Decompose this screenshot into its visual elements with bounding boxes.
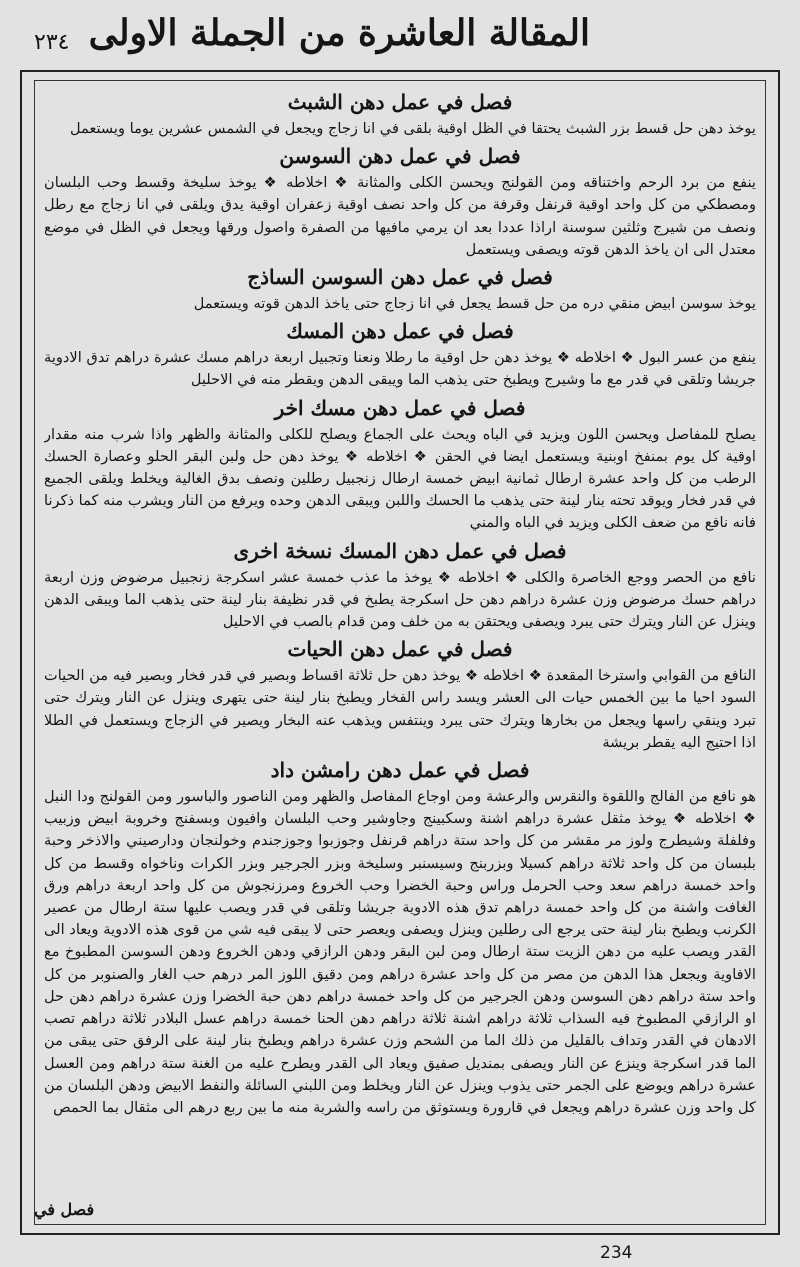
page-header	[20, 8, 780, 70]
section-snake-oil	[44, 635, 756, 754]
section-heading: فصل في عمل دهن رامشن داد	[270, 758, 530, 783]
section-musk-oil-other	[44, 394, 756, 535]
section-heading: فصل في عمل دهن الشبث	[287, 90, 513, 114]
section-heading: فصل في عمل دهن السوسن الساذج	[247, 265, 553, 290]
section-heading: فصل في عمل دهن الحيات	[287, 637, 513, 662]
section-text: يوخذ دهن حل قسط بزر الشبث يحتقا في الظل اوقية بلقى في انا زجاج ويجعل في الشمس عشرين يوما ويستعمل	[69, 120, 756, 137]
catchword: فصل في	[34, 1200, 95, 1219]
section-musk-oil	[44, 317, 756, 391]
footer-page-number: 234	[600, 1243, 633, 1263]
section-text: النافع من القوابي واسترخا المقعدة ❖ اخلاطه ❖ يوخذ دهن حل ثلاثة اقساط وبصير في قدر فخار وبصير فيه من الحيات السود احيا ما بين الخمس حيات الى العشر ويسد راس الفخار ويطبخ بنار لينة حتى يتهرى وينزل عن النار ويترك حتى تبرد وينقي راسها ويجعل من بخارها ويترك حتى يبرد وينتفس ويذهب عنه البخار ويصير في الزجاج ويستعمل في الطلا اذا احتيج اليه يقطر بريشة	[44, 667, 756, 751]
text-body	[44, 86, 756, 1196]
header-page-number: ۲۳٤	[34, 30, 70, 55]
section-musk-oil-variant	[44, 537, 756, 634]
section-text: نافع من الحصر ووجع الخاصرة والكلى ❖ اخلاطه ❖ يوخذ ما عذب خمسة عشر اسكرجة زنجبيل مرضوض وزن اربعة دراهم حسك مرضوض وزن عشرة دراهم دهن حل اسكرجة يطبخ في قدر نظيفة بنار لينة حتى يذهب الما ويبقى الدهن وينزل عن النار ويترك حتى يبرد ويصفى ويحتقن به من خلف ومن قدام بالصب في الاحليل	[44, 568, 756, 631]
section-plain-iris-oil	[44, 263, 756, 315]
section-iris-oil	[44, 142, 756, 261]
section-heading: فصل في عمل دهن مسك اخر	[274, 395, 526, 420]
section-text: يوخذ سوسن ابيض منقي دره من حل قسط يجعل في انا زجاج حتى ياخذ الدهن قوته ويستعمل	[193, 295, 756, 313]
section-heading: فصل في عمل دهن المسك نسخة اخرى	[233, 538, 567, 563]
section-text: ينفع من برد الرحم واختناقه ومن القولنج ويحسن الكلى والمثانة ❖ اخلاطه ❖ يوخذ سليخة وقسط وحب البلسان ومصطكي من كل واحد اوقية قرنفل وقرفة من كل واحد نصف اوقية زعفران اوقية يدق ويلقى في انا زجاج مع رطل ونصف من شيرج وثلثين سوسنة اراذا عددا بعد ان يرمي مافيها من الصفرة واصول ورقها ويجعل في الظل في موضع معتدل الى ان ياخذ الدهن قوته ويصفى ويستعمل	[44, 174, 756, 258]
section-ramishn-dad-oil	[44, 756, 756, 1119]
section-heading: فصل في عمل دهن المسك	[286, 319, 514, 344]
section-text: هو نافع من الفالج واللقوة والنقرس والرعشة ومن اوجاع المفاصل والظهر ومن الناصور والباسور ومن القولنج ودا النبل ❖ اخلاطه ❖ يوخذ مثقل عشرة دراهم اشنة وسكبينج وجاوشير وحب البلسان وافيون وبسفنج وخروبة ابيض وزبيب وفلفلة وشيطرج ولوز مر مقشر من كل واحد ستة دراهم قرنفل وجوزبوا وجوزجندم وخولنجان ودارصيني والاذخر وحبة بلبسان من كل واحد ثلاثة دراهم كسيلا وبزربنج وسيسنبر وسليخة وبزر الجرجير وبزر الكرات وناخواه وقسط من كل واحد خمسة دراهم سعد وحب الحرمل وراس وحبة الخضرا وحب الخروع ومرزنجوش من كل واحد اربعة دراهم ورق الغافت واشنة من كل واحد خمسة دراهم تدق هذه الادوية جريشا وتلقى في قدر ويصب عليها ستة ارطال من عصير الكرنب ويطبخ بنار لينة حتى يرجع الى رطلين وينزل ويصفى ويعصر حتى لا يبقى فيه شي من قوى هذه الادوية ويعاد الى القدر ويصب عليه من دهن الزيت ستة ارطال ومن لبن البقر ودهن الرازقي ودهن الخروع ودهن السوسن المطبوخ مع الافاوية ويجعل هذا الدهن من مصر من كل واحد عشرة دراهم ومن دقيق اللوز المر درهم حب الغار والصنوبر من كل واحد ستة دراهم دهن السوسن ودهن الجرجير من كل واحد خمسة دراهم دهن حبة الخضرا وزن عشرة دراهم دهن حل او الرازقي المطبوخ فيه السذاب ثلاثة دراهم اشنة ثلاثة دراهم دهن الحنا خمسة دراهم عسل البلادر ثلاثة دراهم تصب الادهان في القدر وتداف بالقليل من ذلك الما من الشحم وزن عشرة دراهم ويطبخ بنار لينة على الرفق حتى يبقى من الما قدر اسكرجة وينزع عن النار ويصفى بمنديل صفيق ويعاد الى القدر ويطرح عليه من الغنة ستة دراهم ومن العسل عشرة دراهم ويوضع على الجمر حتى يذوب وينزل عن النار ويخلط ومن اللبني السائلة والنفط الابيض ودهن البلسان من كل واحد وزن عشرة دراهم ويجعل في قارورة ويستوثق من راسه والشربة منه ما بين ربع درهم الى مثقال بما الحمص	[44, 788, 756, 1116]
section-text: يصلح للمفاصل ويحسن اللون ويزيد في الباه ويحث على الجماع ويصلح للكلى والمثانة والظهر واذا شرب منه مقدار اوقية كل يوم بمنفخ اوبنية ويستعمل ايضا في الحقن ❖ اخلاطه ❖ يوخذ دهن حل ولبن البقر الحلو وعصارة الحسك الرطب من كل واحد عشرة ارطال ثمانية ابيض خمسة ارطال زنجبيل رطلين ونصف بدق الغالية ويخلط ويلقى الجميع في قدر فخار ويوقد تحته بنار لينة حتى يذهب ما الحسك واللبن ويبقى الدهن وحده ويرفع من النار ويشرب منه كما ذكرنا فانه نافع من ضعف الكلى ويزيد في الباه والمني	[44, 425, 756, 532]
section-text: ينفع من عسر البول ❖ اخلاطه ❖ يوخذ دهن حل اوقية ما رطلا ونعنا وتجبيل اربعة دراهم مسك عشرة دراهم تدق الادوية جريشا وتلقى في قدر مع ما وشيرج ويطبخ حتى يذهب الما ويبقى الدهن ويقطر منه في الاحليل	[44, 349, 756, 389]
section-heading: فصل في عمل دهن السوسن	[279, 144, 521, 169]
section-shibth-oil	[44, 88, 756, 140]
running-title: المقالة العاشرة من الجملة الاولى	[88, 12, 590, 54]
